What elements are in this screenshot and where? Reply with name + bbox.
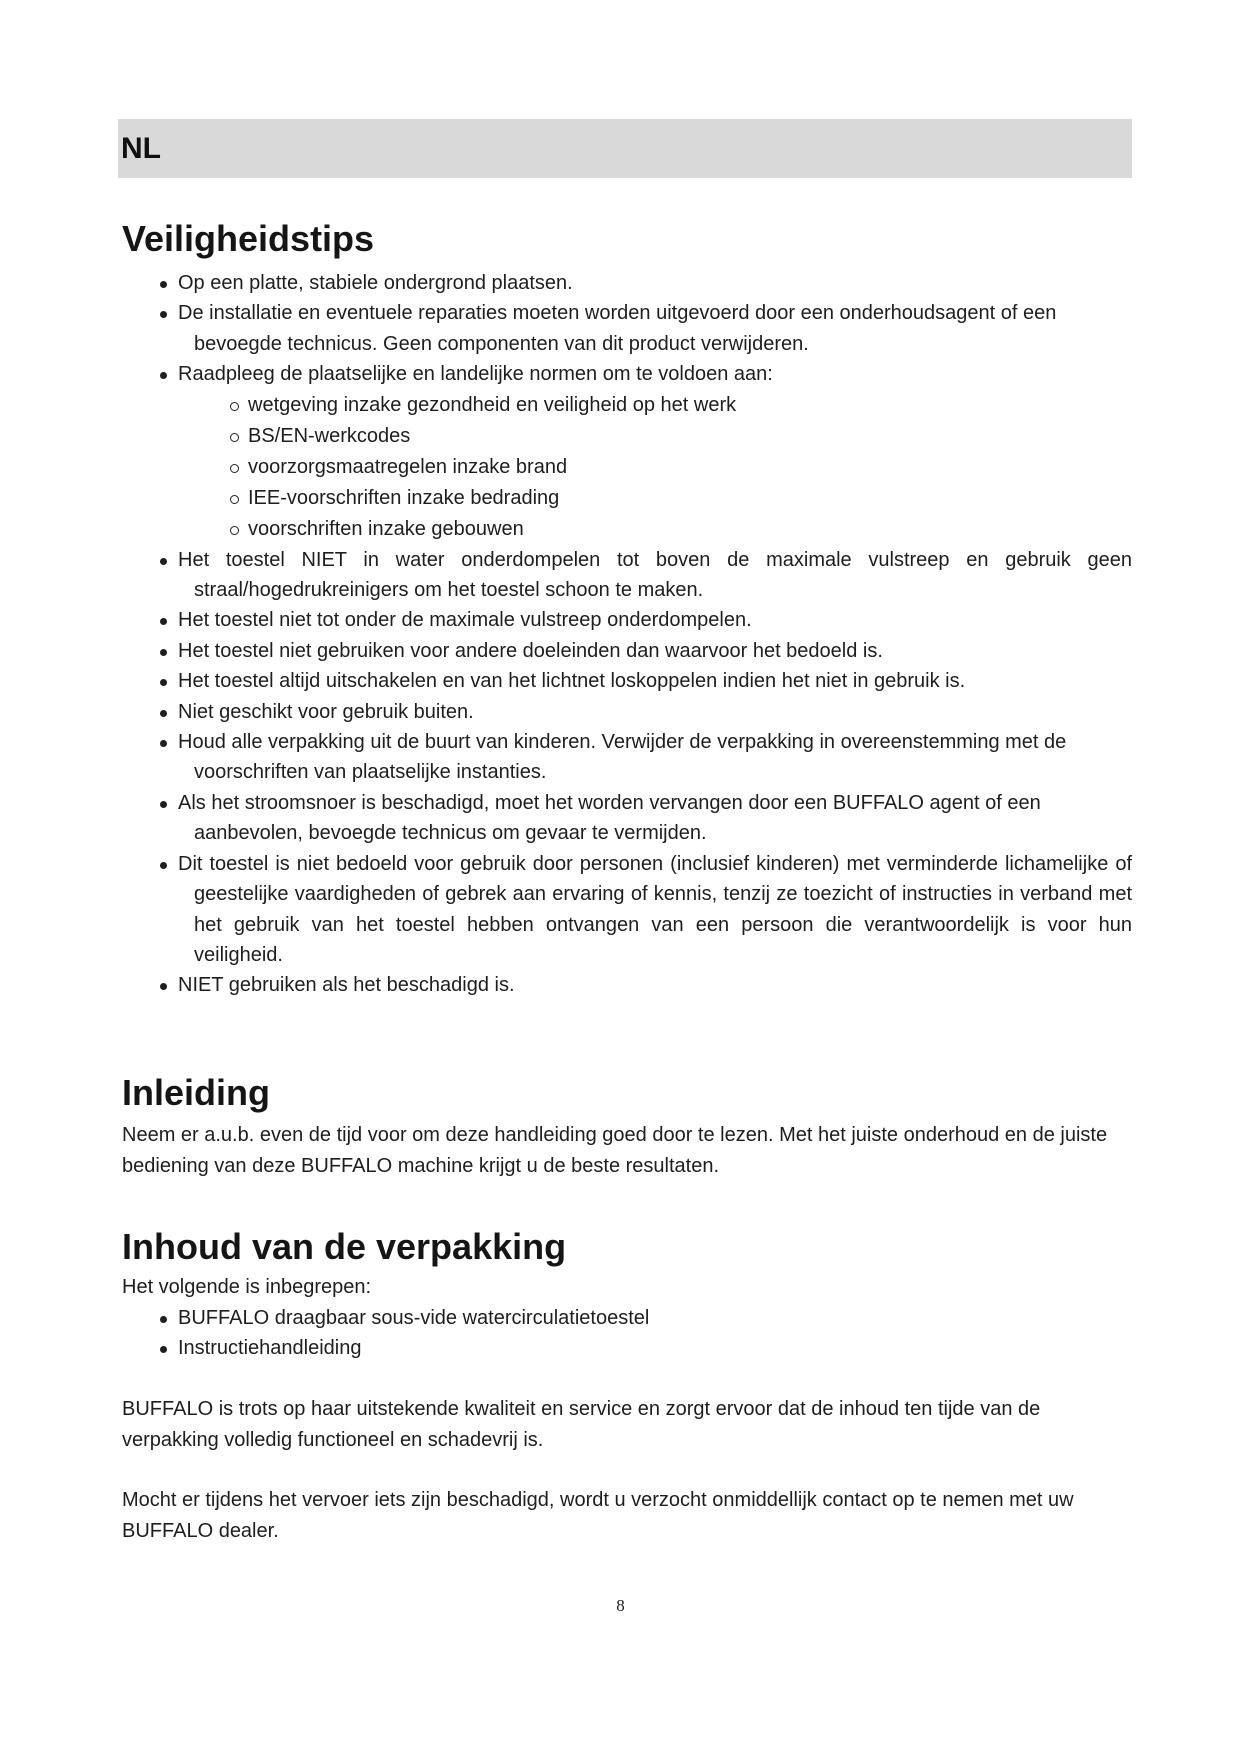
language-header-bar — [118, 119, 1132, 178]
bullet-icon — [160, 281, 167, 288]
list-item: Als het stroomsnoer is beschadigd, moet het worden vervangen door een BUFFALO agent of een aanbevolen, bevoegde technicus om gevaar te vermijden. — [122, 788, 1132, 849]
circle-bullet-icon — [230, 433, 239, 442]
intro-text: Neem er a.u.b. even de tijd voor om deze handleiding goed door te lezen. Met het juiste onderhoud en de juiste bediening van deze BUFFALO machine krijgt u de beste resultaten. — [122, 1124, 1108, 1177]
list-item: Het toestel niet tot onder de maximale vulstreep onderdompelen. — [122, 605, 1132, 635]
contents-body — [122, 1272, 1132, 1363]
list-item: NIET gebruiken als het beschadigd is. — [122, 970, 1132, 1000]
list-item: Instructiehandleiding — [122, 1333, 1132, 1363]
bullet-icon — [160, 1346, 167, 1353]
contents-lead: Het volgende is inbegrepen: — [122, 1276, 372, 1298]
intro-section — [122, 1073, 1132, 1113]
damage-paragraph-container — [122, 1485, 1132, 1546]
list-item: Op een platte, stabiele ondergrond plaatsen. — [122, 268, 1132, 298]
quality-paragraph-container — [122, 1394, 1132, 1455]
bullet-icon — [160, 679, 167, 686]
bullet-icon — [160, 311, 167, 318]
intro-body — [122, 1120, 1132, 1181]
circle-bullet-icon — [230, 402, 239, 411]
bullet-icon — [160, 710, 167, 717]
list-item: Het toestel niet gebruiken voor andere doeleinden dan waarvoor het bedoeld is. — [122, 636, 1132, 666]
language-code: NL — [121, 132, 161, 165]
bullet-icon — [160, 558, 167, 565]
contents-section — [122, 1227, 1132, 1267]
contents-title: Inhoud van de verpakking — [122, 1226, 567, 1267]
safety-list-continued — [122, 545, 1132, 1001]
bullet-icon — [160, 372, 167, 379]
list-item: BUFFALO draagbaar sous-vide watercirculatietoestel — [122, 1303, 1132, 1333]
list-item: Dit toestel is niet bedoeld voor gebruik door personen (inclusief kinderen) met verminderde lichamelijke of geestelijke vaardigheden of gebrek aan ervaring of kennis, tenzij ze toezicht of instructies in verband met het gebruik van het toestel hebben ontvangen van een persoon die verantwoordelijk is voor hun veiligheid. — [122, 849, 1132, 971]
contents-list — [122, 1303, 1132, 1364]
damage-paragraph: Mocht er tijdens het vervoer iets zijn beschadigd, wordt u verzocht onmiddellijk contact op te nemen met uw BUFFALO dealer. — [122, 1489, 1074, 1542]
bullet-icon — [160, 649, 167, 656]
safety-list-container — [122, 268, 1132, 1001]
intro-title: Inleiding — [122, 1072, 270, 1113]
list-item: Houd alle verpakking uit de buurt van kinderen. Verwijder de verpakking in overeenstemming met de voorschriften van plaatselijke instanties. — [122, 727, 1132, 788]
page-number: 8 — [616, 1596, 625, 1615]
safety-title: Veiligheidstips — [122, 218, 375, 259]
circle-bullet-icon — [230, 526, 239, 535]
bullet-icon — [160, 1316, 167, 1323]
sub-list-item: voorschriften inzake gebouwen — [122, 514, 1132, 545]
list-item: Het toestel altijd uitschakelen en van het lichtnet loskoppelen indien het niet in gebruik is. — [122, 666, 1132, 696]
sub-list-item: BS/EN-werkcodes — [122, 421, 1132, 452]
sub-list-item: voorzorgsmaatregelen inzake brand — [122, 452, 1132, 483]
bullet-icon — [160, 801, 167, 808]
safety-list — [122, 268, 1132, 390]
bullet-icon — [160, 618, 167, 625]
sub-list-item: wetgeving inzake gezondheid en veiligheid op het werk — [122, 390, 1132, 421]
sub-list-item: IEE-voorschriften inzake bedrading — [122, 483, 1132, 514]
circle-bullet-icon — [230, 495, 239, 504]
list-item: Het toestel NIET in water onderdompelen tot boven de maximale vulstreep en gebruik geen straal/hogedrukreinigers om het toestel schoon te maken. — [122, 545, 1132, 606]
list-item: Niet geschikt voor gebruik buiten. — [122, 697, 1132, 727]
safety-section — [122, 219, 1132, 259]
bullet-icon — [160, 862, 167, 869]
bullet-icon — [160, 740, 167, 747]
list-item: De installatie en eventuele reparaties moeten worden uitgevoerd door een onderhoudsagent of een bevoegde technicus. Geen componenten van dit product verwijderen. — [122, 298, 1132, 359]
list-item: Raadpleeg de plaatselijke en landelijke normen om te voldoen aan: — [122, 359, 1132, 389]
bullet-icon — [160, 983, 167, 990]
circle-bullet-icon — [230, 464, 239, 473]
quality-paragraph: BUFFALO is trots op haar uitstekende kwaliteit en service en zorgt ervoor dat de inhoud ten tijde van de verpakking volledig functioneel en schadevrij is. — [122, 1398, 1041, 1451]
regulations-sublist — [122, 390, 1132, 545]
